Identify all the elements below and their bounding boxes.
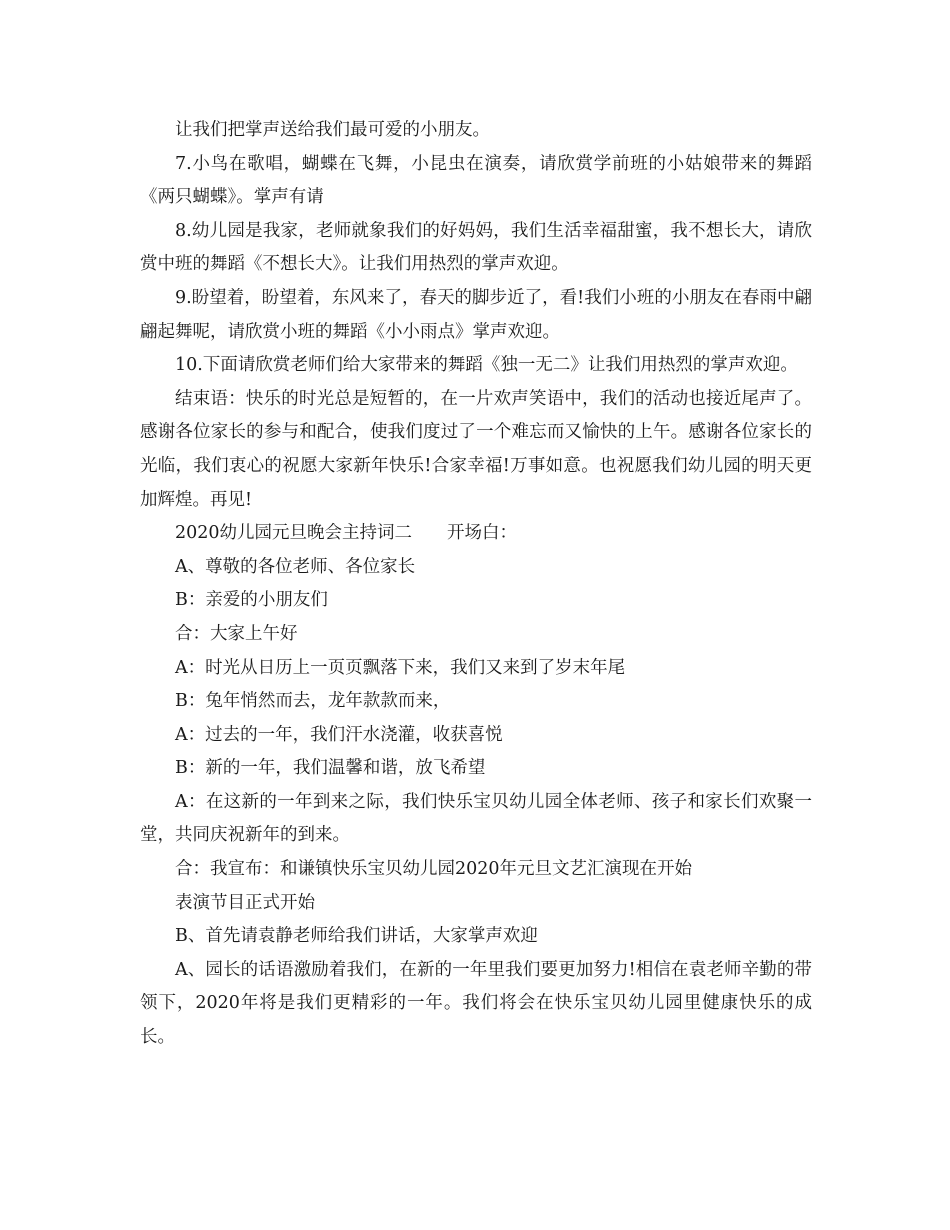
paragraph-ending-speech: 结束语：快乐的时光总是短暂的，在一片欢声笑语中，我们的活动也接近尾声了。感谢各位家长的参与和配合，使我们度过了一个难忘而又愉快的上午。感谢各位家长的光临，我们衷心的祝愿大家新年快乐!合家幸福!万事如意。也祝愿我们幼儿园的明天更加辉煌。再见! <box>140 388 812 510</box>
dialogue-line: A、尊敬的各位老师、各位家长 <box>175 556 416 577</box>
document-body <box>140 114 812 1055</box>
dialogue-line: B：兔年悄然而去，龙年款款而来， <box>175 691 451 712</box>
dialogue-line: A：时光从日历上一页页飘落下来，我们又来到了岁末年尾 <box>175 657 626 678</box>
paragraph-item-10: 10.下面请欣赏老师们给大家带来的舞蹈《独一无二》让我们用热烈的掌声欢迎。 <box>175 355 798 376</box>
paragraph-item-9: 9.盼望着，盼望着，东风来了，春天的脚步近了，看!我们小班的小朋友在春雨中翩翩起舞呢，请欣赏小班的舞蹈《小小雨点》掌声欢迎。 <box>140 287 812 342</box>
paragraph-closing-applause: 让我们把掌声送给我们最可爱的小朋友。 <box>175 120 490 140</box>
dialogue-line: A：在这新的一年到来之际，我们快乐宝贝幼儿园全体老师、孩子和家长们欢聚一堂，共同庆祝新年的到来。 <box>140 791 812 846</box>
dialogue-line: B：亲爱的小朋友们 <box>175 590 328 611</box>
dialogue-line: 合：我宣布：和谦镇快乐宝贝幼儿园2020年元旦文艺汇演现在开始 <box>175 859 693 880</box>
dialogue-line: A、园长的话语激励着我们，在新的一年里我们要更加努力!相信在袁老师辛勤的带领下，2020年将是我们更精彩的一年。我们将会在快乐宝贝幼儿园里健康快乐的成长。 <box>140 959 812 1048</box>
section-heading: 2020幼儿园元旦晚会主持词二 开场白： <box>175 523 518 544</box>
dialogue-line: 合：大家上午好 <box>175 623 298 644</box>
dialogue-line: 表演节目正式开始 <box>175 892 315 913</box>
paragraph-item-7: 7.小鸟在歌唱，蝴蝶在飞舞，小昆虫在演奏，请欣赏学前班的小姑娘带来的舞蹈《两只蝴蝶》。掌声有请 <box>140 153 812 208</box>
paragraph-item-8: 8.幼儿园是我家，老师就象我们的好妈妈，我们生活幸福甜蜜，我不想长大，请欣赏中班的舞蹈《不想长大》。让我们用热烈的掌声欢迎。 <box>140 220 812 275</box>
dialogue-line: B：新的一年，我们温馨和谐，放飞希望 <box>175 758 486 779</box>
dialogue-line: A：过去的一年，我们汗水浇灌，收获喜悦 <box>175 724 503 745</box>
dialogue-line: B、首先请袁静老师给我们讲话，大家掌声欢迎 <box>175 926 538 947</box>
